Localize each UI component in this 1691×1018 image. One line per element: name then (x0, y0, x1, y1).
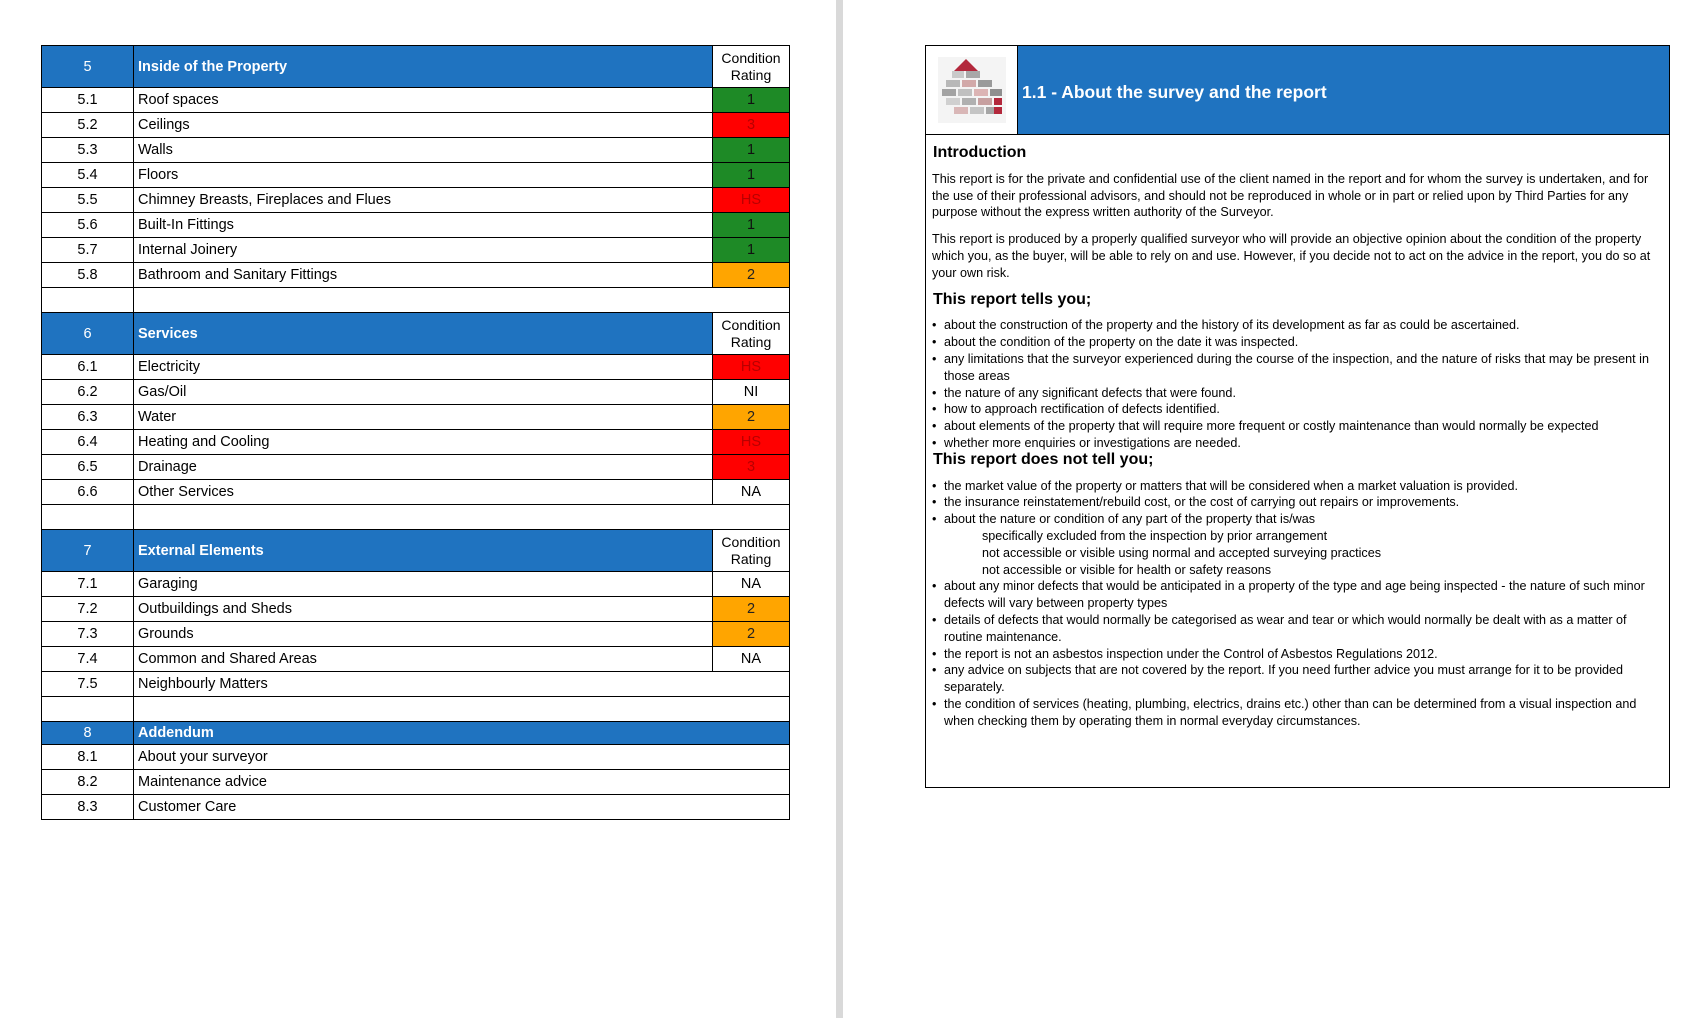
list-item (932, 385, 1662, 402)
table-row (42, 480, 790, 505)
does-not-tell-list (932, 478, 1662, 730)
item-name: Chimney Breasts, Fireplaces and Flues (134, 188, 713, 213)
bullet-icon: • (932, 419, 937, 434)
table-row (42, 672, 790, 697)
section-header-row (42, 313, 790, 355)
spacer-row (42, 505, 790, 530)
list-item-text: about the construction of the property and the history of its development as far as could be ascertained. (944, 318, 1520, 333)
section-header-row (42, 530, 790, 572)
list-item-text: about the nature or condition of any part of the property that is/was (944, 512, 1316, 527)
list-item-text: any advice on subjects that are not covered by the report. If you need further advice you must arrange for it to be provided separately. (944, 663, 1624, 695)
condition-rating-cell: 1 (713, 238, 790, 263)
list-item-text: the report is not an asbestos inspection under the Control of Asbestos Regulations 2012. (944, 646, 1438, 661)
bullet-icon: • (932, 579, 937, 594)
condition-rating-cell: NA (713, 572, 790, 597)
list-item (932, 317, 1662, 334)
condition-rating-header: Condition Rating (713, 530, 790, 572)
section-title: Services (134, 313, 713, 355)
item-number: 5.5 (42, 188, 134, 213)
list-item (932, 334, 1662, 351)
spacer-cell (134, 697, 790, 722)
condition-rating-cell: 2 (713, 263, 790, 288)
list-item-text: the market value of the property or matters that will be considered when a market valuation is provided. (944, 478, 1519, 493)
condition-rating-cell: 1 (713, 88, 790, 113)
item-name: Ceilings (134, 113, 713, 138)
report-section-box (925, 45, 1670, 788)
section-title: Inside of the Property (134, 46, 713, 88)
table-row (42, 770, 790, 795)
item-name: Gas/Oil (134, 380, 713, 405)
bullet-icon: • (932, 696, 937, 711)
condition-rating-cell: HS (713, 188, 790, 213)
item-number: 8.2 (42, 770, 134, 795)
item-number: 8.3 (42, 795, 134, 820)
item-name: Water (134, 405, 713, 430)
list-item-text: how to approach rectification of defects identified. (944, 402, 1220, 417)
item-number: 5.8 (42, 263, 134, 288)
item-number: 6.2 (42, 380, 134, 405)
bullet-icon: • (932, 402, 937, 417)
condition-rating-cell: 1 (713, 213, 790, 238)
item-number: 6.3 (42, 405, 134, 430)
item-name: Roof spaces (134, 88, 713, 113)
table-row (42, 647, 790, 672)
condition-rating-cell: HS (713, 355, 790, 380)
spacer-cell (42, 697, 134, 722)
spacer-cell (42, 505, 134, 530)
table-row (42, 795, 790, 820)
report-body (932, 145, 1662, 730)
item-number: 5.1 (42, 88, 134, 113)
list-item (932, 351, 1662, 385)
logo-cell (926, 46, 1018, 134)
item-name: Internal Joinery (134, 238, 713, 263)
spacer-row (42, 288, 790, 313)
item-number: 5.7 (42, 238, 134, 263)
list-item (932, 696, 1662, 730)
table-row (42, 113, 790, 138)
item-name: Outbuildings and Sheds (134, 597, 713, 622)
list-item-text: the insurance reinstatement/rebuild cost, or the cost of carrying out repairs or improvements. (944, 495, 1460, 510)
tells-you-list (932, 317, 1662, 451)
list-item (932, 435, 1662, 452)
spacer-row (42, 697, 790, 722)
item-name: Electricity (134, 355, 713, 380)
item-name: About your surveyor (134, 745, 790, 770)
condition-rating-cell: 3 (713, 113, 790, 138)
table-row (42, 213, 790, 238)
table-row (42, 622, 790, 647)
item-name: Customer Care (134, 795, 790, 820)
list-item-text: the condition of services (heating, plumbing, electrics, drains etc.) other than can be determined from a visual inspection and when checking them by operating them in normal everyday circumstances. (944, 696, 1637, 728)
condition-rating-header: Condition Rating (713, 313, 790, 355)
list-item (932, 401, 1662, 418)
item-name: Maintenance advice (134, 770, 790, 795)
item-number: 6.1 (42, 355, 134, 380)
condition-rating-cell: 3 (713, 455, 790, 480)
bullet-icon: • (932, 646, 937, 661)
list-item (932, 662, 1662, 696)
item-name: Floors (134, 163, 713, 188)
item-number: 7.1 (42, 572, 134, 597)
list-item-text: details of defects that would normally be categorised as wear and tear or which would normally be dealt with as a matter of routine maintenance. (944, 612, 1627, 644)
condition-rating-cell: 1 (713, 138, 790, 163)
list-item (932, 478, 1662, 495)
sub-list-item: specifically excluded from the inspection by prior arrangement (982, 528, 1328, 543)
list-item (932, 494, 1662, 511)
does-not-tell-heading: This report does not tell you; (933, 450, 1154, 468)
condition-rating-header: Condition Rating (713, 46, 790, 88)
item-number: 6.6 (42, 480, 134, 505)
list-item-text: about the condition of the property on the date it was inspected. (944, 335, 1299, 350)
report-header (926, 46, 1669, 135)
item-number: 7.5 (42, 672, 134, 697)
bullet-icon: • (932, 435, 937, 450)
intro-paragraph: This report is for the private and confidential use of the client named in the report and for whom the survey is undertaken, and for the use of their professional advisors, and should not be reproduced in whole or in part or relied upon by Third Parties for any purpose without the express written authority of the Surveyor. (932, 171, 1649, 220)
table-row (42, 405, 790, 430)
condition-rating-cell: 2 (713, 405, 790, 430)
bullet-icon: • (932, 612, 937, 627)
section-header-row (42, 46, 790, 88)
bullet-icon: • (932, 351, 937, 366)
house-bricks-logo-icon (938, 57, 1006, 123)
item-name: Garaging (134, 572, 713, 597)
item-name: Bathroom and Sanitary Fittings (134, 263, 713, 288)
section-header-row (42, 722, 790, 745)
condition-rating-cell: HS (713, 430, 790, 455)
spacer-cell (134, 505, 790, 530)
item-name: Built-In Fittings (134, 213, 713, 238)
bullet-icon: • (932, 335, 937, 350)
bullet-icon: • (932, 663, 937, 678)
item-number: 6.5 (42, 455, 134, 480)
left-page (0, 0, 836, 1018)
section-number: 6 (42, 313, 134, 355)
item-name: Heating and Cooling (134, 430, 713, 455)
condition-rating-cell: NI (713, 380, 790, 405)
bullet-icon: • (932, 385, 937, 400)
list-item (932, 511, 1662, 528)
table-row (42, 188, 790, 213)
spacer-cell (134, 288, 790, 313)
sections-table (41, 45, 790, 820)
table-row (42, 263, 790, 288)
table-row (42, 138, 790, 163)
item-name: Walls (134, 138, 713, 163)
table-row (42, 163, 790, 188)
item-number: 5.6 (42, 213, 134, 238)
item-number: 7.3 (42, 622, 134, 647)
item-name: Neighbourly Matters (134, 672, 790, 697)
sub-list-item: not accessible or visible for health or safety reasons (982, 562, 1272, 577)
item-number: 6.4 (42, 430, 134, 455)
spacer-cell (42, 288, 134, 313)
list-item-text: whether more enquiries or investigations are needed. (944, 435, 1241, 450)
table-row (42, 597, 790, 622)
item-name: Grounds (134, 622, 713, 647)
item-number: 8.1 (42, 745, 134, 770)
bullet-icon: • (932, 495, 937, 510)
page-divider (836, 0, 843, 1018)
item-number: 5.2 (42, 113, 134, 138)
item-name: Common and Shared Areas (134, 647, 713, 672)
list-item (932, 646, 1662, 663)
list-item (932, 578, 1662, 612)
item-number: 7.2 (42, 597, 134, 622)
table-row (42, 380, 790, 405)
table-row (42, 572, 790, 597)
section-title: External Elements (134, 530, 713, 572)
list-item-text: about any minor defects that would be anticipated in a property of the type and age being inspected - the nature of such minor defects will vary between property types (944, 579, 1645, 611)
table-row (42, 455, 790, 480)
table-row (42, 430, 790, 455)
table-row (42, 745, 790, 770)
item-name: Drainage (134, 455, 713, 480)
introduction-heading: Introduction (933, 144, 1027, 161)
item-number: 5.4 (42, 163, 134, 188)
condition-rating-cell: 1 (713, 163, 790, 188)
condition-rating-cell: 2 (713, 597, 790, 622)
section-number: 5 (42, 46, 134, 88)
condition-rating-cell: 2 (713, 622, 790, 647)
bullet-icon: • (932, 512, 937, 527)
section-number: 7 (42, 530, 134, 572)
list-item-text: about elements of the property that will require more frequent or costly maintenance than would normally be expected (944, 419, 1599, 434)
report-title: 1.1 - About the survey and the report (1022, 82, 1327, 102)
intro-paragraph: This report is produced by a properly qualified surveyor who will provide an objective opinion about the condition of the property which you, as the buyer, will be able to rely on and use. However, if you decide not to act on the advice in the report, you do so at your own risk. (932, 232, 1651, 280)
section-number: 8 (42, 722, 134, 745)
section-title: Addendum (134, 722, 790, 745)
list-item (932, 418, 1662, 435)
condition-rating-cell: NA (713, 647, 790, 672)
list-item-text: any limitations that the surveyor experienced during the course of the inspection, and the nature of risks that may be present in those areas (944, 351, 1649, 383)
condition-rating-cell: NA (713, 480, 790, 505)
table-row (42, 238, 790, 263)
item-number: 7.4 (42, 647, 134, 672)
sub-list-item: not accessible or visible using normal and accepted surveying practices (982, 545, 1382, 560)
table-row (42, 88, 790, 113)
bullet-icon: • (932, 318, 937, 333)
item-number: 5.3 (42, 138, 134, 163)
table-row (42, 355, 790, 380)
list-item (932, 612, 1662, 646)
tells-you-heading: This report tells you; (933, 290, 1092, 308)
item-name: Other Services (134, 480, 713, 505)
bullet-icon: • (932, 478, 937, 493)
list-item-text: the nature of any significant defects that were found. (944, 385, 1236, 400)
